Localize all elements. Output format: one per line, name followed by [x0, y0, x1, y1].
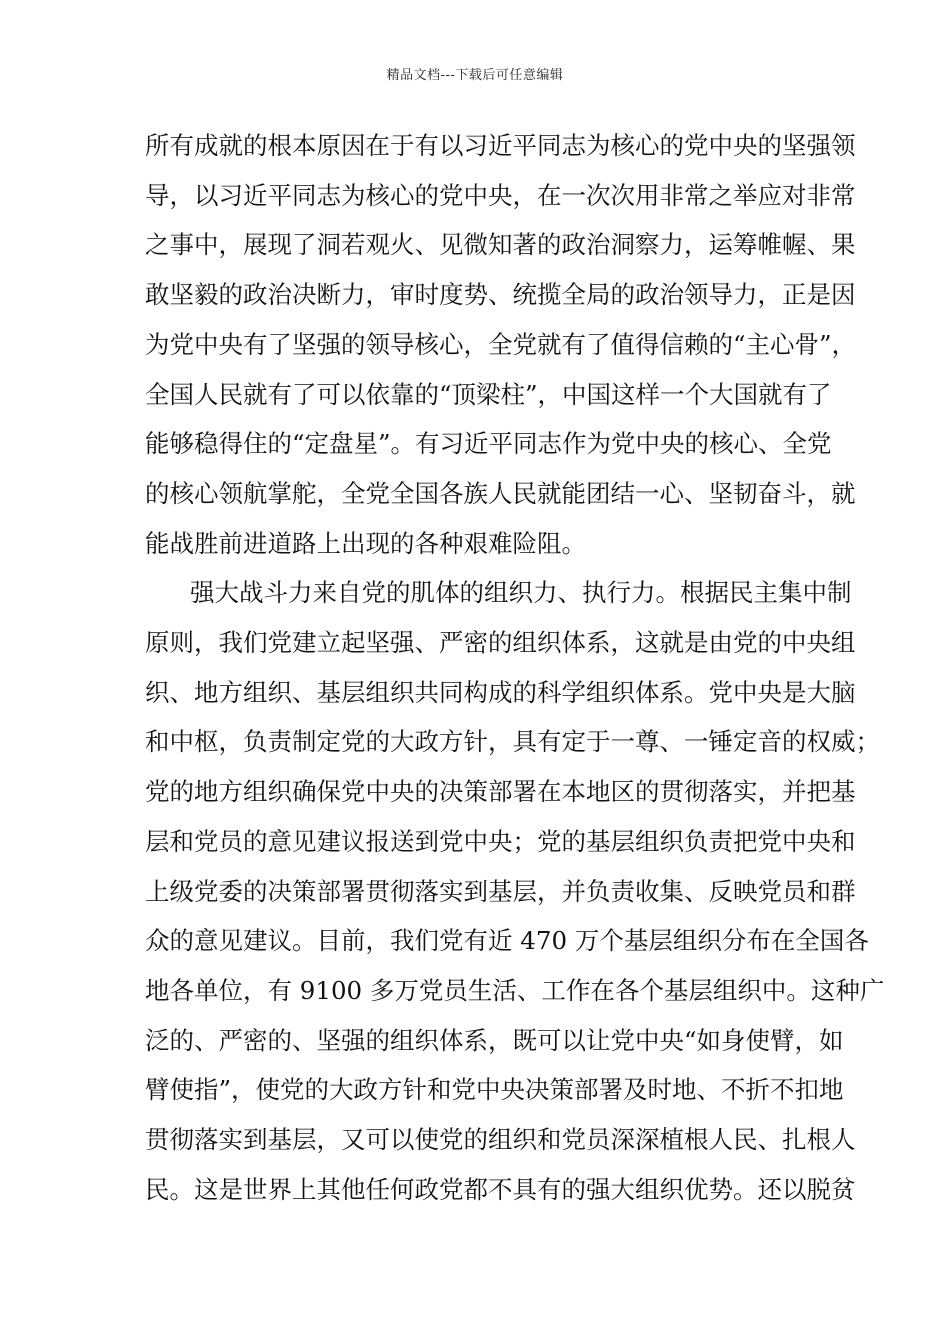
- text-line: 民。这是世界上其他任何政党都不具有的强大组织优势。还以脱贫: [145, 1174, 856, 1204]
- text-line: 和中枢，负责制定党的大政方针，具有定于一尊、一锤定音的权威；: [145, 727, 880, 757]
- text-line: 臂使指”，使党的大政方针和党中央决策部署及时地、不折不扣地: [145, 1075, 844, 1105]
- text-line: 能够稳得住的“定盘星”。有习近平同志作为党中央的核心、全党: [145, 429, 832, 459]
- text-line: 织、地方组织、基层组织共同构成的科学组织体系。党中央是大脑: [145, 677, 856, 707]
- text-line: 贯彻落实到基层，又可以使党的组织和党员深深植根人民、扎根人: [145, 1125, 856, 1154]
- text-line: 敢坚毅的政治决断力，审时度势、统揽全局的政治领导力，正是因: [145, 280, 856, 310]
- paragraph-first-line: 强大战斗力来自党的肌体的组织力、执行力。根据民主集中制: [190, 578, 852, 608]
- text-line: 之事中，展现了洞若观火、见微知著的政治洞察力，运筹帷幄、果: [145, 230, 856, 260]
- text-line: 众的意见建议。目前，我们党有近 470 万个基层组织分布在全国各: [145, 926, 869, 956]
- text-line: 能战胜前进道路上出现的各种艰难险阻。: [145, 528, 586, 558]
- text-line: 党的地方组织确保党中央的决策部署在本地区的贯彻落实，并把基: [145, 777, 856, 807]
- text-line: 的核心领航掌舵，全党全国各族人民就能团结一心、坚韧奋斗，就: [145, 478, 856, 508]
- text-line: 泛的、严密的、坚强的组织体系，既可以让党中央“如身使臂，如: [145, 1025, 844, 1055]
- text-line: 导，以习近平同志为核心的党中央，在一次次用非常之举应对非常: [145, 180, 856, 210]
- text-line: 全国人民就有了可以依靠的“顶梁柱”，中国这样一个大国就有了: [145, 379, 832, 409]
- page-header: 精品文档---下载后可任意编辑: [386, 68, 564, 83]
- text-line: 层和党员的意见建议报送到党中央；党的基层组织负责把党中央和: [145, 826, 856, 856]
- text-line: 所有成就的根本原因在于有以习近平同志为核心的党中央的坚强领: [145, 131, 856, 160]
- text-line: 原则，我们党建立起坚强、严密的组织体系，这就是由党的中央组: [145, 628, 856, 657]
- text-line: 地各单位，有 9100 多万党员生活、工作在各个基层组织中。这种广: [145, 975, 885, 1005]
- text-line: 上级党委的决策部署贯彻落实到基层，并负责收集、反映党员和群: [145, 876, 856, 906]
- text-line: 为党中央有了坚强的领导核心，全党就有了值得信赖的“主心骨”，: [145, 329, 857, 359]
